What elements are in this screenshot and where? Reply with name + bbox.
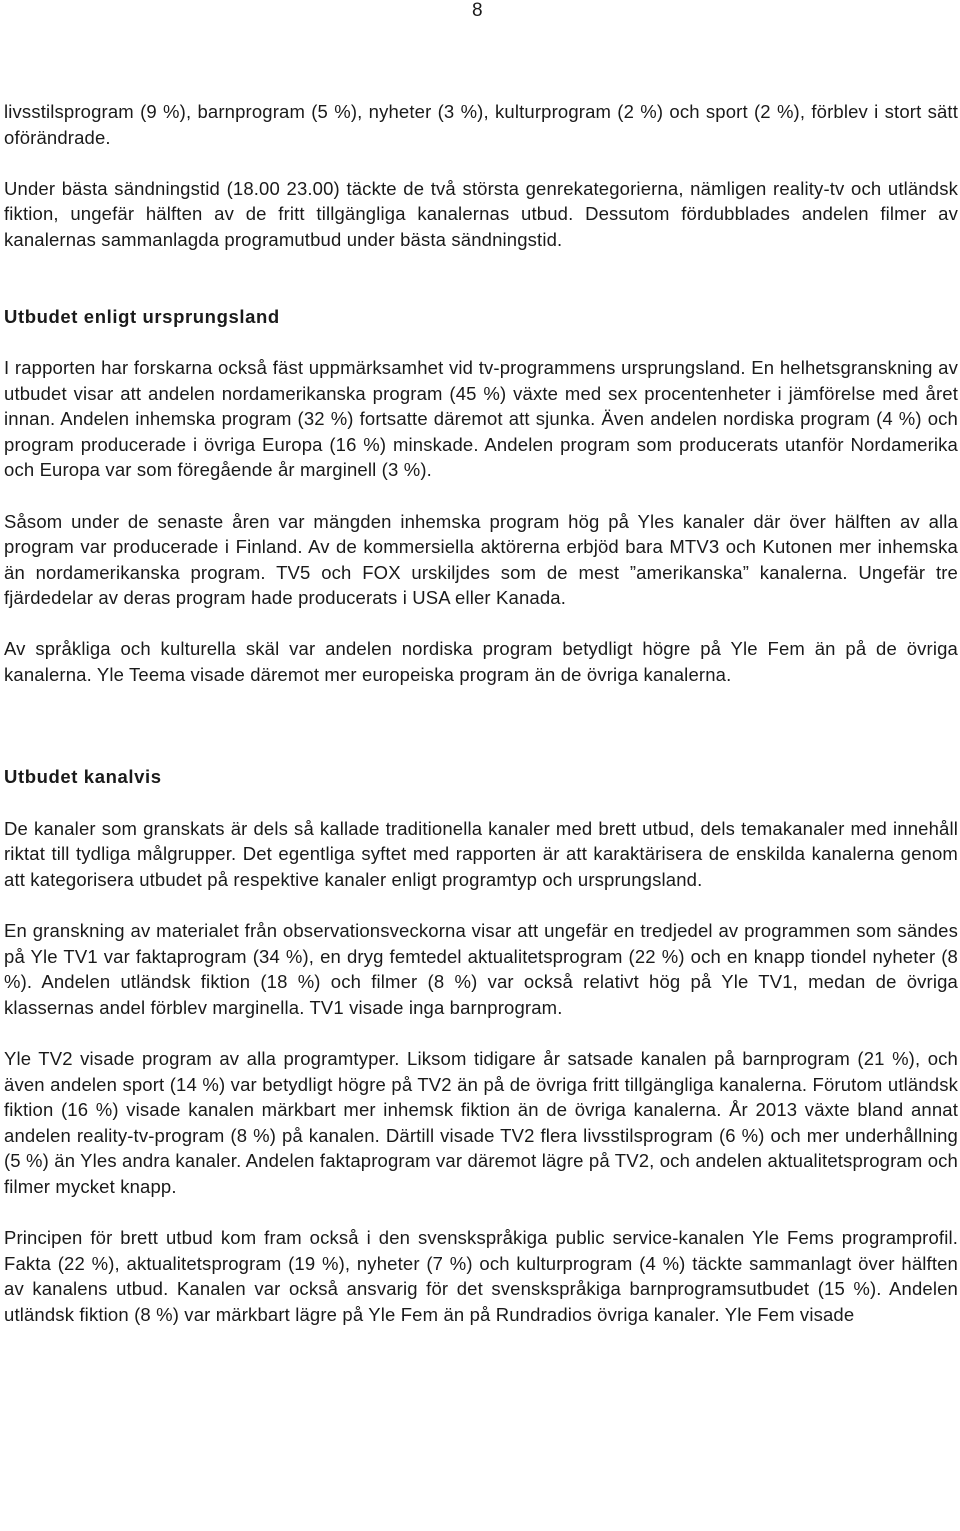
paragraph-channel-types: De kanaler som granskats är dels så kallade traditionella kanaler med brett utbud, dels temakanaler med innehåll riktat till tydliga målgrupper. Det egentliga syftet med rapporten är att karaktärisera de enskilda kanalerna genom att kategorisera utbudet på respektive kanaler enligt programtyp och ursprungsland. xyxy=(4,817,958,890)
paragraph-genre-shares: livsstilsprogram (9 %), barnprogram (5 %), nyheter (3 %), kulturprogram (2 %) och sport (2 %), förblev i stort sätt oförändrade. xyxy=(4,101,958,148)
paragraph-domestic-programs: Såsom under de senaste åren var mängden inhemska program hög på Yles kanaler där över hälften av alla program var producerade i Finland. Av de kommersiella aktörerna erbjöd bara MTV3 och Kutonen mer inhemska än nordamerikanska program. TV5 och FOX urskiljdes som de mest ”amerikanska” kanalerna. Ungefär tre fjärdedelar av deras program hade producerats i USA eller Kanada. xyxy=(4,510,958,609)
paragraph-nordic-programs: Av språkliga och kulturella skäl var andelen nordiska program betydligt högre på Yle Fem än på de övriga kanalerna. Yle Teema visade däremot mer europeiska program än de övriga kanalerna. xyxy=(4,638,958,686)
section-heading-channels: Utbudet kanalvis xyxy=(4,766,162,788)
paragraph-prime-time: Under bästa sändningstid (18.00 23.00) täckte de två största genrekategorierna, nämligen reality-tv och utländsk fiktion, ungefär hälften av de fritt tillgängliga kanalernas utbud. Dessutom fördubblades andelen filmer av kanalernas sammanlagda programutbud under bästa sändningstid. xyxy=(4,177,958,250)
document-body xyxy=(4,99,958,1328)
paragraph-yle-tv1: En granskning av materialet från observationsveckorna visar att ungefär en tredjedel av programmen som sändes på Yle TV1 var faktaprogram (34 %), en dryg femtedel aktualitetsprogram (22 %) och en knapp tiondel nyheter (8 %). Andelen utländsk fiktion (18 %) och filmer (8 %) var också relativt hög på Yle TV1, medan de övriga klassernas andel förblev marginella. TV1 visade inga barnprogram. xyxy=(4,920,958,1018)
page-number: 8 xyxy=(472,0,483,21)
paragraph-origin-overview: I rapporten har forskarna också fäst uppmärksamhet vid tv-programmens ursprungsland. En helhetsgranskning av utbudet visar att andelen nordamerikanska program (45 %) växte med sex procentenheter i jämförelse med året innan. Andelen inhemska program (32 %) fortsatte däremot att sjunka. Även andelen nordiska program (4 %) och program producerade i övriga Europa (16 %) minskade. Andelen program som producerats utanför Nordamerika och Europa var som föregående år marginell (3 %). xyxy=(4,356,958,481)
section-heading-origin: Utbudet enligt ursprungsland xyxy=(4,305,280,327)
paragraph-yle-fem: Principen för brett utbud kom fram också i den svenskspråkiga public service-kanalen Yle Fems programprofil. Fakta (22 %), aktualitetsprogram (19 %), nyheter (7 %) och kulturprogram (4 %) täckte sammanlagt över hälften av kanalens utbud. Kanalen var också ansvarig för det svenskspråkiga barnprogramsutbudet (15 %). Andelen utländsk fiktion (8 %) var märkbart lägre på Yle Fem än på Rundradios övriga kanaler. Yle Fem visade xyxy=(4,1227,958,1325)
paragraph-yle-tv2: Yle TV2 visade program av alla programtyper. Liksom tidigare år satsade kanalen på barnprogram (21 %), och även andelen sport (14 %) var betydligt högre på TV2 än på de övriga fritt tillgängliga kanalerna. Förutom utländsk fiktion (16 %) visade kanalen märkbart mer inhemsk fiktion än de övriga kanalerna. År 2013 växte bland annat andelen reality-tv-program (8 %) på kanalen. Därtill visade TV2 flera livsstilsprogram (6 %) och mer underhållning (5 %) än Yles andra kanaler. Andelen faktaprogram var däremot lägre på TV2, och andelen aktualitetsprogram och filmer mycket knapp. xyxy=(4,1047,958,1197)
